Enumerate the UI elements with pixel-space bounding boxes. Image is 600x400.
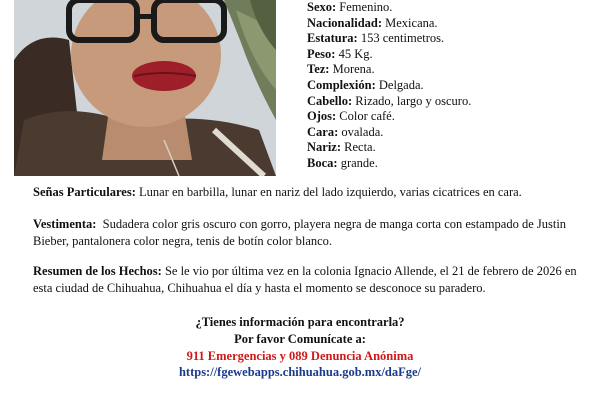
detail-row	[307, 156, 597, 172]
detail-label: Complexión:	[307, 77, 376, 92]
vestimenta-label: Vestimenta:	[33, 217, 97, 231]
detail-label: Ojos:	[307, 109, 337, 124]
detail-label: Nacionalidad:	[307, 15, 383, 30]
contact-please: Por favor Comunícate a:	[234, 331, 366, 346]
detail-value: Color café.	[339, 109, 395, 124]
detail-label: Cara:	[307, 124, 339, 139]
resumen-label: Resumen de los Hechos:	[33, 264, 162, 278]
detail-row	[307, 94, 597, 110]
detail-value: ovalada.	[341, 124, 384, 139]
distinguishing-marks	[33, 184, 593, 201]
physical-details	[307, 0, 597, 172]
detail-row	[307, 78, 597, 94]
detail-value: Morena.	[332, 62, 375, 77]
detail-value: Rizado, largo y oscuro.	[355, 93, 472, 108]
detail-label: Tez:	[307, 62, 330, 77]
detail-row	[307, 0, 597, 16]
detail-value: Femenino.	[339, 0, 393, 14]
detail-row	[307, 109, 597, 125]
detail-label: Nariz:	[307, 140, 342, 155]
detail-label: Sexo:	[307, 0, 337, 14]
emergency-phones: 911 Emergencias y 089 Denuncia Anónima	[186, 348, 414, 363]
facts-summary	[33, 263, 593, 296]
missing-person-photo	[14, 0, 276, 176]
detail-row	[307, 125, 597, 141]
clothing-description	[33, 216, 593, 249]
contact-section	[0, 314, 600, 381]
resumen-text: Se le vio por última vez en la colonia Ignacio Allende, el 21 de febrero de 2026 en esta ciudad de Chihuahua, Chihuahua el día y hasta el momento se desconoce su paradero.	[33, 264, 577, 295]
vestimenta-text: Sudadera color gris oscuro con gorro, playera negra de manga corta con estampado de Justin Bieber, pantalonera color negra, tenis de botín color blanco.	[33, 217, 567, 248]
senas-text: Lunar en barbilla, lunar en nariz del lado izquierdo, varias cicatrices en cara.	[139, 185, 522, 199]
detail-value: Mexicana.	[385, 15, 438, 30]
detail-label: Peso:	[307, 46, 336, 61]
contact-question: ¿Tienes información para encontrarla?	[195, 315, 405, 329]
detail-row	[307, 47, 597, 63]
detail-row	[307, 16, 597, 32]
detail-value: Recta.	[344, 140, 376, 155]
detail-label: Cabello:	[307, 93, 353, 108]
detail-row	[307, 140, 597, 156]
detail-label: Boca:	[307, 155, 338, 170]
detail-value: 45 Kg.	[338, 46, 373, 61]
detail-value: grande.	[340, 155, 378, 170]
detail-value: 153 centimetros.	[360, 31, 445, 46]
detail-label: Estatura:	[307, 31, 358, 46]
senas-label: Señas Particulares:	[33, 185, 136, 199]
detail-row	[307, 31, 597, 47]
report-url-link[interactable]: https://fgewebapps.chihuahua.gob.mx/daFge/	[178, 365, 422, 380]
detail-value: Delgada.	[378, 77, 424, 92]
detail-row	[307, 62, 597, 78]
